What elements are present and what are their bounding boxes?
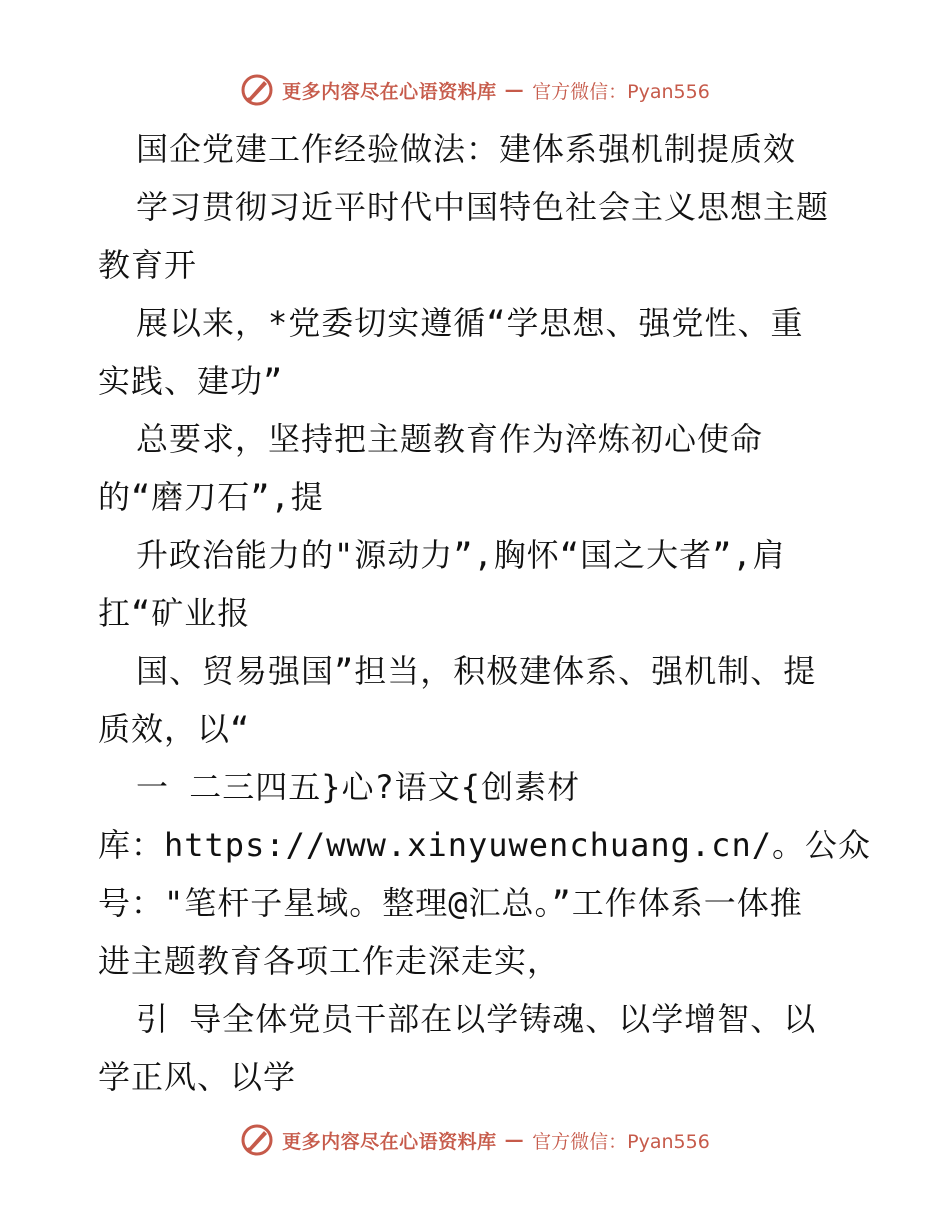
text-line: 号："笔杆子星域。整理@汇总。”工作体系一体推 bbox=[98, 884, 803, 922]
text-line: 展以来，*党委切实遵循“学思想、强党性、重 bbox=[136, 304, 804, 342]
text-line: 库：https://www.xinyuwenchuang.cn/。公众 bbox=[98, 826, 871, 864]
quill-logo-icon bbox=[240, 1123, 274, 1157]
header-watermark bbox=[0, 70, 950, 110]
watermark-dash: — bbox=[504, 1129, 525, 1151]
text-line: 国企党建工作经验做法：建体系强机制提质效 bbox=[136, 130, 797, 168]
watermark-contact: 官方微信：Pyan556 bbox=[532, 1130, 710, 1153]
text-line: 实践、建功” bbox=[98, 362, 284, 400]
text-line: 的“磨刀石”,提 bbox=[98, 478, 324, 516]
text-line: 总要求，坚持把主题教育作为淬炼初心使命 bbox=[136, 420, 764, 458]
text-line: 学习贯彻习近平时代中国特色社会主义思想主题 bbox=[136, 188, 830, 226]
quill-logo-icon bbox=[240, 73, 274, 107]
text-line: 教育开 bbox=[98, 246, 198, 284]
watermark-text: 更多内容尽在心语资料库 bbox=[282, 80, 497, 103]
text-line: 学正风、以学 bbox=[98, 1058, 297, 1096]
text-line: 质效，以“ bbox=[98, 710, 251, 748]
text-line: 国、贸易强国”担当，积极建体系、强机制、提 bbox=[136, 652, 817, 690]
text-line: 引 导全体党员干部在以学铸魂、以学增智、以 bbox=[136, 1000, 817, 1038]
text-line: 升政治能力的"源动力”,胸怀“国之大者”,肩 bbox=[136, 536, 786, 574]
footer-watermark bbox=[0, 1120, 950, 1160]
document-body bbox=[98, 120, 871, 1106]
watermark-text: 更多内容尽在心语资料库 bbox=[282, 1130, 497, 1153]
text-line: 扛“矿业报 bbox=[98, 594, 251, 632]
text-line: 一 二三四五}心?语文{创素材 bbox=[136, 768, 581, 806]
watermark-contact: 官方微信：Pyan556 bbox=[532, 80, 710, 103]
text-line: 进主题教育各项工作走深走实， bbox=[98, 942, 561, 980]
watermark-dash: — bbox=[504, 79, 525, 101]
